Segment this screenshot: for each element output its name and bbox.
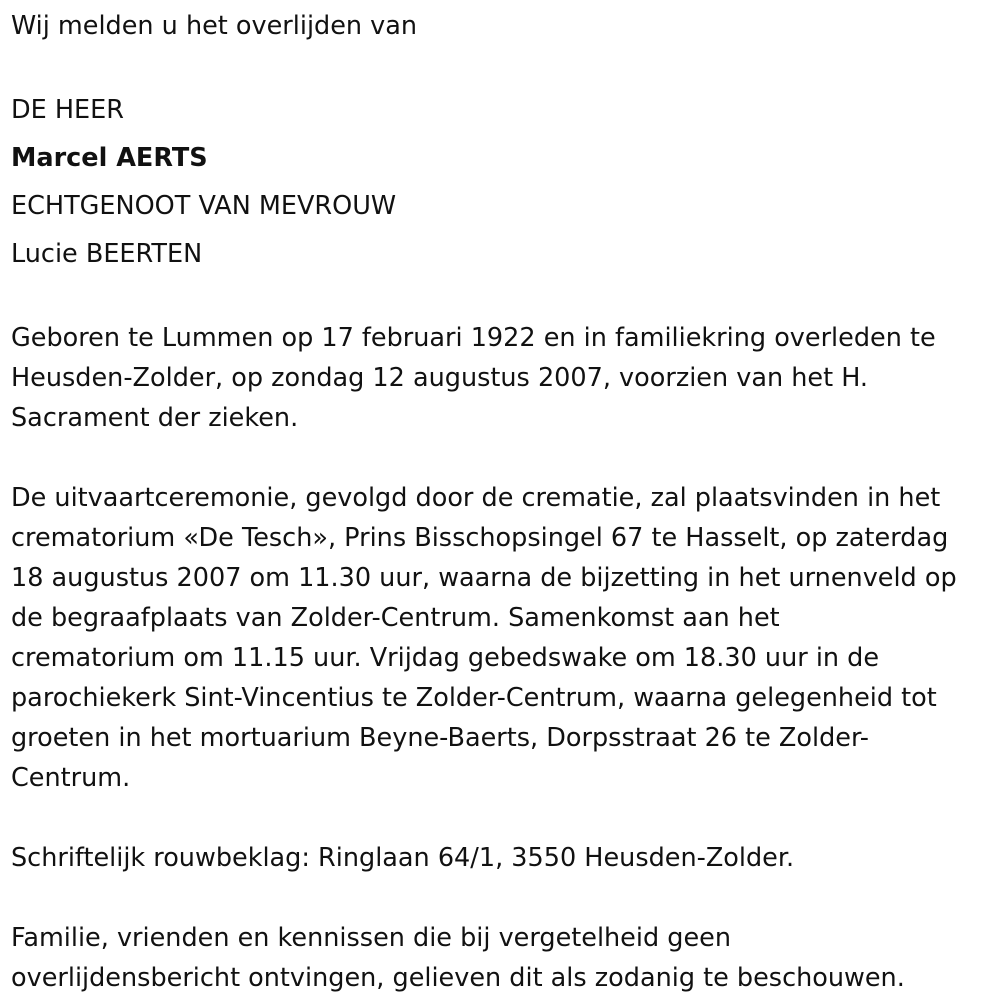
paragraph-line: groeten in het mortuarium Beyne-Baerts, Dorpsstraat 26 te Zolder- <box>11 723 869 753</box>
closing-paragraph <box>11 918 996 998</box>
spacer <box>11 46 996 86</box>
ceremony-paragraph <box>11 478 996 798</box>
deceased-block <box>11 86 996 278</box>
paragraph-line: de begraafplaats van Zolder-Centrum. Samenkomst aan het <box>11 603 780 633</box>
paragraph-line: De uitvaartceremonie, gevolgd door de crematie, zal plaatsvinden in het <box>11 483 941 513</box>
condolences-address: Schriftelijk rouwbeklag: Ringlaan 64/1, 3550 Heusden-Zolder. <box>11 843 795 873</box>
paragraph-line: Sacrament der zieken. <box>11 403 299 433</box>
birth-death-paragraph <box>11 318 996 438</box>
deceased-name: Marcel AERTS <box>11 143 208 173</box>
deceased-relation: ECHTGENOOT VAN MEVROUW <box>11 191 397 221</box>
spacer <box>11 278 996 318</box>
spacer <box>11 438 996 478</box>
paragraph-line: 18 augustus 2007 om 11.30 uur, waarna de bijzetting in het urnenveld op <box>11 563 957 593</box>
intro-text: Wij melden u het overlijden van <box>11 11 418 41</box>
death-notice <box>11 6 996 998</box>
paragraph-line: crematorium «De Tesch», Prins Bisschopsingel 67 te Hasselt, op zaterdag <box>11 523 949 553</box>
paragraph-line: Familie, vrienden en kennissen die bij vergetelheid geen <box>11 923 731 953</box>
deceased-title: DE HEER <box>11 95 124 125</box>
paragraph-line: Heusden-Zolder, op zondag 12 augustus 2007, voorzien van het H. <box>11 363 869 393</box>
spouse-name: Lucie BEERTEN <box>11 239 203 269</box>
paragraph-line: Centrum. <box>11 763 131 793</box>
spacer <box>11 798 996 838</box>
paragraph-line: overlijdensbericht ontvingen, gelieven dit als zodanig te beschouwen. <box>11 963 905 993</box>
paragraph-line: Geboren te Lummen op 17 februari 1922 en in familiekring overleden te <box>11 323 936 353</box>
spacer <box>11 878 996 918</box>
paragraph-line: crematorium om 11.15 uur. Vrijdag gebedswake om 18.30 uur in de <box>11 643 880 673</box>
paragraph-line: parochiekerk Sint-Vincentius te Zolder-Centrum, waarna gelegenheid tot <box>11 683 937 713</box>
